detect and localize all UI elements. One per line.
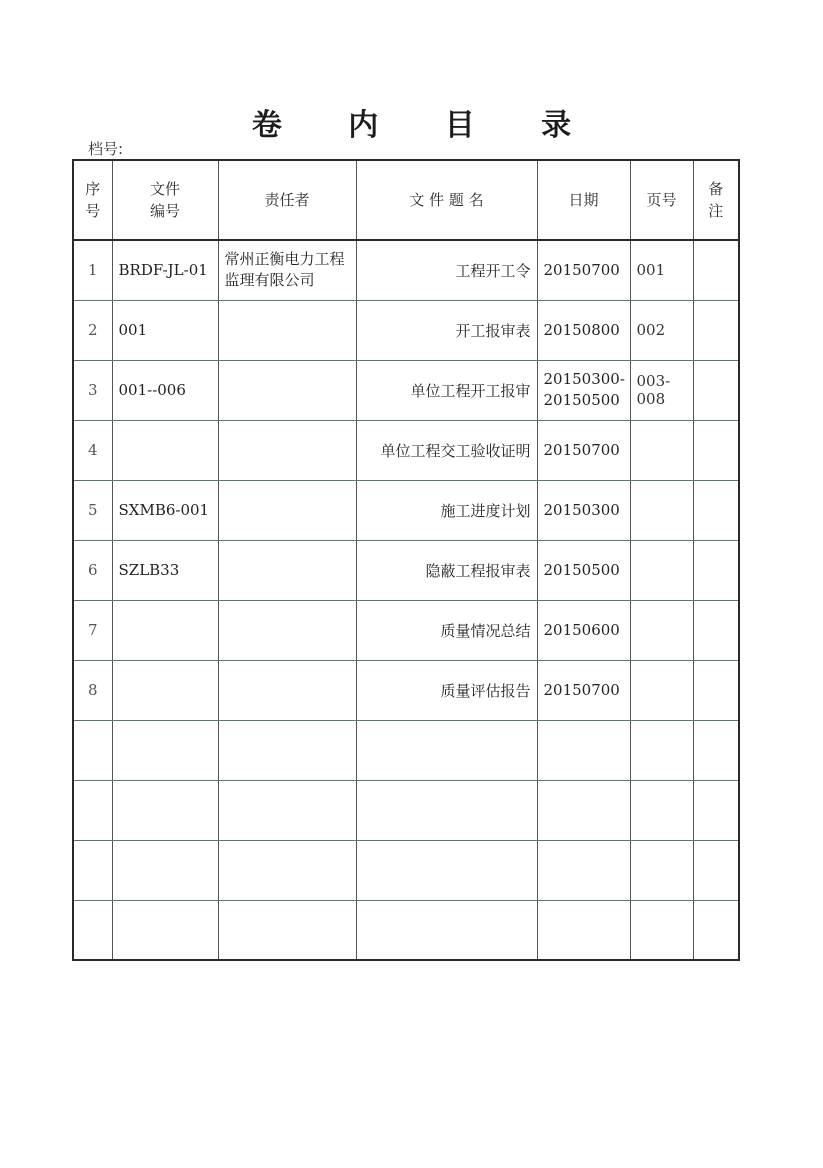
file-code: SZLB33: [112, 540, 218, 600]
table-row: [73, 300, 739, 360]
row-number: 8: [73, 660, 112, 720]
header-page: 页号: [630, 160, 693, 240]
row-number: 7: [73, 600, 112, 660]
file-code: [112, 660, 218, 720]
responsible-party: [218, 660, 356, 720]
table-row: [73, 600, 739, 660]
remark: [693, 360, 739, 420]
table-row: [73, 360, 739, 420]
responsible-party: [218, 480, 356, 540]
responsible-party: [218, 840, 356, 900]
row-number: 6: [73, 540, 112, 600]
catalog-table: [72, 159, 740, 961]
table-header-row: [73, 160, 739, 240]
remark: [693, 660, 739, 720]
remark: [693, 900, 739, 960]
table-row: [73, 660, 739, 720]
page-title: 卷 内 目 录: [251, 108, 600, 143]
row-number: [73, 900, 112, 960]
file-title: 施工进度计划: [356, 480, 537, 540]
page-number: [630, 600, 693, 660]
file-code: [112, 900, 218, 960]
header-title: 文 件 题 名: [356, 160, 537, 240]
remark: [693, 600, 739, 660]
file-title: 开工报审表: [356, 300, 537, 360]
file-date: [537, 720, 630, 780]
page-number: [630, 540, 693, 600]
page-number: 002: [630, 300, 693, 360]
file-code: [112, 720, 218, 780]
row-number: 5: [73, 480, 112, 540]
file-date: 20150800: [537, 300, 630, 360]
responsible-party: 常州正衡电力工程监理有限公司: [218, 240, 356, 300]
table-row: [73, 900, 739, 960]
row-number: 3: [73, 360, 112, 420]
responsible-party: [218, 420, 356, 480]
file-title: 隐蔽工程报审表: [356, 540, 537, 600]
file-title: [356, 720, 537, 780]
remark: [693, 300, 739, 360]
file-date: [537, 840, 630, 900]
responsible-party: [218, 900, 356, 960]
row-number: 4: [73, 420, 112, 480]
responsible-party: [218, 720, 356, 780]
table-row: [73, 780, 739, 840]
file-date: 20150700: [537, 660, 630, 720]
file-date: 20150300: [537, 480, 630, 540]
file-date: 20150700: [537, 240, 630, 300]
table-row: [73, 840, 739, 900]
table-row: [73, 240, 739, 300]
table-row: [73, 420, 739, 480]
file-code: 001--006: [112, 360, 218, 420]
remark: [693, 840, 739, 900]
file-code: [112, 420, 218, 480]
table-row: [73, 720, 739, 780]
file-code: SXMB6-001: [112, 480, 218, 540]
file-date: 20150500: [537, 540, 630, 600]
remark: [693, 420, 739, 480]
page-number: 001: [630, 240, 693, 300]
responsible-party: [218, 780, 356, 840]
file-date: 20150700: [537, 420, 630, 480]
file-code: [112, 780, 218, 840]
page-number: [630, 420, 693, 480]
page-number: 003-008: [630, 360, 693, 420]
remark: [693, 240, 739, 300]
file-code: [112, 600, 218, 660]
file-date: [537, 900, 630, 960]
file-title: [356, 840, 537, 900]
file-title: 单位工程交工验收证明: [356, 420, 537, 480]
page-number: [630, 840, 693, 900]
page-number: [630, 720, 693, 780]
remark: [693, 540, 739, 600]
row-number: [73, 840, 112, 900]
page-number: [630, 780, 693, 840]
row-number: 1: [73, 240, 112, 300]
row-number: 2: [73, 300, 112, 360]
table-row: [73, 540, 739, 600]
file-title: [356, 900, 537, 960]
page-number: [630, 900, 693, 960]
responsible-party: [218, 300, 356, 360]
table-row: [73, 480, 739, 540]
responsible-party: [218, 600, 356, 660]
file-date: 20150600: [537, 600, 630, 660]
page-number: [630, 660, 693, 720]
row-number: [73, 780, 112, 840]
archive-number-label: 档号:: [88, 140, 124, 158]
file-title: [356, 780, 537, 840]
file-title: 质量情况总结: [356, 600, 537, 660]
file-date: 20150300-20150500: [537, 360, 630, 420]
row-number: [73, 720, 112, 780]
header-code: 文件 编号: [112, 160, 218, 240]
header-remark: 备 注: [693, 160, 739, 240]
header-resp: 责任者: [218, 160, 356, 240]
file-date: [537, 780, 630, 840]
header-date: 日期: [537, 160, 630, 240]
file-title: 工程开工令: [356, 240, 537, 300]
remark: [693, 780, 739, 840]
file-code: [112, 840, 218, 900]
file-title: 质量评估报告: [356, 660, 537, 720]
responsible-party: [218, 540, 356, 600]
responsible-party: [218, 360, 356, 420]
header-no: 序 号: [73, 160, 112, 240]
file-title: 单位工程开工报审: [356, 360, 537, 420]
file-code: BRDF-JL-01: [112, 240, 218, 300]
page-number: [630, 480, 693, 540]
remark: [693, 480, 739, 540]
remark: [693, 720, 739, 780]
file-code: 001: [112, 300, 218, 360]
